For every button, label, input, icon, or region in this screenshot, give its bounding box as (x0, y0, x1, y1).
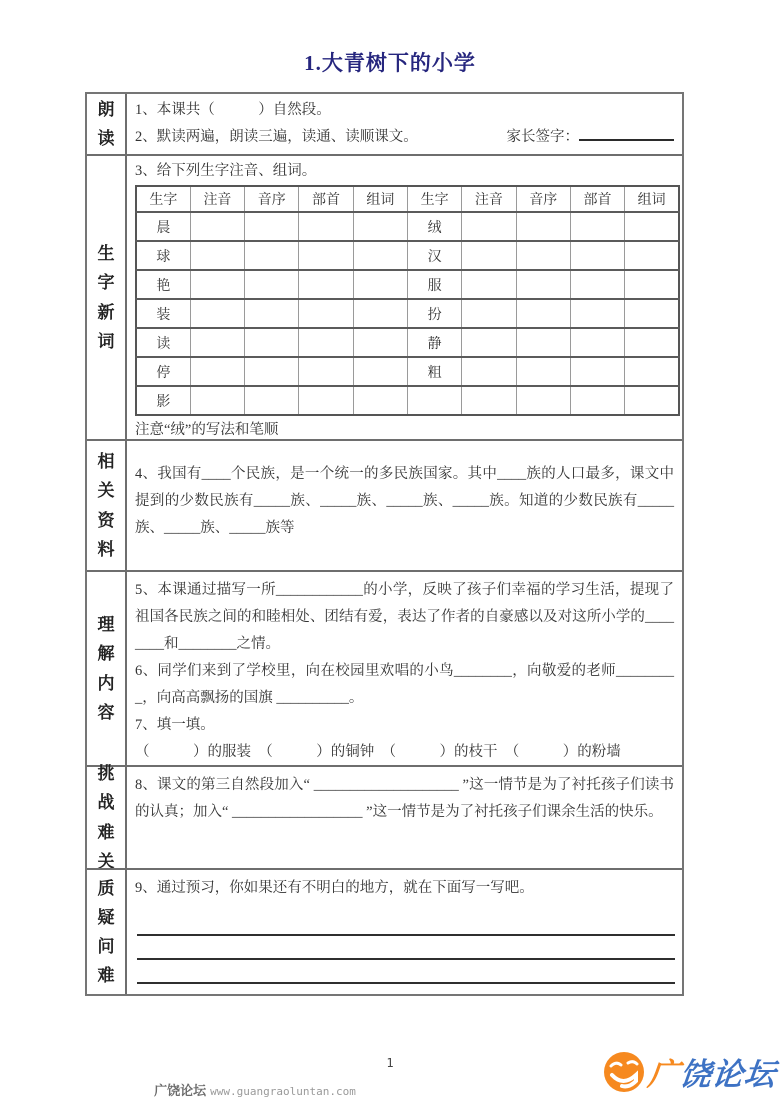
question-9: 9、通过预习，你如果还有不明白的地方，就在下面写一写吧。 (135, 880, 534, 896)
empty-cell (190, 270, 244, 299)
character-cell: 扮 (407, 299, 461, 328)
question-5: 5、本课通过描写一所____________的小学，反映了孩子们幸福的学习生活，提现了祖国各民族之间的和睦相处、团结有爱，表达了作者的自豪感以及对这所小学的________和________之情。 (135, 582, 674, 652)
page-title: 1.大青树下的小学 (304, 51, 476, 75)
empty-cell (462, 241, 516, 270)
character-cell: 艳 (136, 270, 190, 299)
table-row (136, 386, 679, 415)
empty-cell (353, 328, 407, 357)
column-header: 生字 (149, 193, 178, 208)
empty-cell (190, 241, 244, 270)
column-header: 音序 (516, 186, 570, 212)
empty-cell (190, 328, 244, 357)
empty-cell (299, 241, 353, 270)
empty-cell (407, 386, 461, 415)
empty-cell (245, 241, 299, 270)
empty-cell (625, 299, 679, 328)
table-row (136, 241, 679, 270)
column-header: 组词 (353, 186, 407, 212)
empty-cell (462, 386, 516, 415)
empty-cell (462, 328, 516, 357)
empty-cell (299, 270, 353, 299)
question-2: 2、默读两遍，朗读三遍，读通、读顺课文。 (135, 129, 418, 145)
empty-cell (625, 241, 679, 270)
empty-cell (625, 357, 679, 386)
column-header: 部首 (570, 186, 624, 212)
table-row (136, 212, 679, 241)
character-table-header (136, 186, 679, 212)
question-3: 3、给下列生字注音、组词。 (135, 163, 317, 179)
section-questioning (127, 868, 682, 994)
empty-cell (245, 328, 299, 357)
empty-cell (245, 386, 299, 415)
empty-cell (570, 386, 624, 415)
character-cell: 晨 (136, 212, 190, 241)
section-reading (127, 94, 682, 154)
empty-cell (353, 270, 407, 299)
empty-cell (625, 386, 679, 415)
footer-site-url: www.guangraoluntan.com (210, 1085, 356, 1098)
answer-blank-line (137, 960, 675, 984)
character-cell: 绒 (407, 212, 461, 241)
question-7-blanks: （ ）的服装 （ ）的铜钟 （ ）的枝干 （ ）的粉墙 (135, 744, 621, 760)
section-label-comprehension: 理解内容 (87, 570, 127, 765)
section-label-reading: 朗读 (87, 94, 127, 154)
question-7-title: 7、填一填。 (135, 717, 215, 733)
empty-cell (353, 241, 407, 270)
empty-cell (245, 270, 299, 299)
empty-cell (570, 328, 624, 357)
character-cell: 汉 (407, 241, 461, 270)
empty-cell (462, 299, 516, 328)
character-cell: 停 (136, 357, 190, 386)
footer-site (0, 1080, 510, 1100)
empty-cell (570, 299, 624, 328)
empty-cell (353, 299, 407, 328)
table-row (136, 299, 679, 328)
empty-cell (462, 270, 516, 299)
column-header: 注音 (462, 186, 516, 212)
empty-cell (353, 386, 407, 415)
empty-cell (516, 386, 570, 415)
empty-cell (625, 270, 679, 299)
empty-cell (462, 357, 516, 386)
parent-signature-label: 家长签字： (506, 129, 579, 145)
page-number: 1 (386, 1056, 394, 1070)
question-4: 4、我国有____个民族，是一个统一的多民族国家。其中____族的人口最多，课文中提到的少数民族有_____族、_____族、_____族、_____族。知道的少数民族有_____族、_____族、_____族等 (135, 466, 674, 536)
signature-blank-line (579, 127, 674, 141)
empty-cell (299, 328, 353, 357)
empty-cell (299, 386, 353, 415)
empty-cell (353, 357, 407, 386)
empty-cell (245, 357, 299, 386)
character-cell: 装 (136, 299, 190, 328)
character-cell: 影 (136, 386, 190, 415)
answer-blank-line (137, 936, 675, 960)
empty-cell (516, 270, 570, 299)
parent-signature (507, 124, 675, 151)
column-header: 注音 (190, 186, 244, 212)
empty-cell (462, 212, 516, 241)
table-row (136, 270, 679, 299)
empty-cell (190, 386, 244, 415)
empty-cell (570, 357, 624, 386)
character-cell: 粗 (407, 357, 461, 386)
section-comprehension (127, 570, 682, 765)
section-related-material (127, 439, 682, 570)
empty-cell (516, 299, 570, 328)
section-new-words (127, 154, 682, 439)
empty-cell (299, 212, 353, 241)
empty-cell (516, 241, 570, 270)
empty-cell (570, 212, 624, 241)
empty-cell (570, 241, 624, 270)
empty-cell (625, 328, 679, 357)
section-label-questioning: 质疑问难 (87, 868, 127, 994)
empty-cell (190, 212, 244, 241)
section-label-challenge: 挑战难关 (87, 765, 127, 868)
empty-cell (353, 212, 407, 241)
empty-cell (190, 299, 244, 328)
column-header: 音序 (245, 186, 299, 212)
stroke-order-note: 注意“绒”的写法和笔顺 (135, 422, 279, 438)
forum-logo-text: 广饶论坛 (646, 1057, 778, 1092)
character-cell: 服 (407, 270, 461, 299)
question-1: 1、本课共（ ）自然段。 (135, 102, 331, 118)
empty-cell (299, 299, 353, 328)
empty-cell (625, 212, 679, 241)
answer-blank-line (137, 912, 675, 936)
character-cell: 静 (407, 328, 461, 357)
empty-cell (245, 299, 299, 328)
character-cell: 读 (136, 328, 190, 357)
worksheet-table (85, 92, 684, 996)
empty-cell (570, 270, 624, 299)
column-header: 部首 (299, 186, 353, 212)
section-label-new-words: 生字新词 (87, 154, 127, 439)
empty-cell (245, 212, 299, 241)
empty-cell (516, 328, 570, 357)
column-header: 生字 (407, 186, 461, 212)
empty-cell (299, 357, 353, 386)
character-table (135, 185, 680, 416)
empty-cell (190, 357, 244, 386)
smiley-g-icon (602, 1050, 646, 1099)
empty-cell (516, 212, 570, 241)
question-8: 8、课文的第三自然段加入“ ____________________ ”这一情节是为了衬托孩子们读书的认真；加入“ __________________ ”这一情节是为了衬托孩子们课余生活的快乐。 (135, 777, 674, 820)
empty-cell (516, 357, 570, 386)
character-cell: 球 (136, 241, 190, 270)
section-challenge (127, 765, 682, 868)
question-6: 6、同学们来到了学校里，向在校园里欢唱的小鸟________，向敬爱的老师_________，向高高飘扬的国旗 __________。 (135, 663, 674, 706)
table-row (136, 357, 679, 386)
footer-site-name: 广饶论坛 (154, 1083, 207, 1098)
column-header: 组词 (625, 186, 679, 212)
section-label-related-material: 相关资料 (87, 439, 127, 570)
table-row (136, 328, 679, 357)
forum-logo (602, 1050, 776, 1099)
